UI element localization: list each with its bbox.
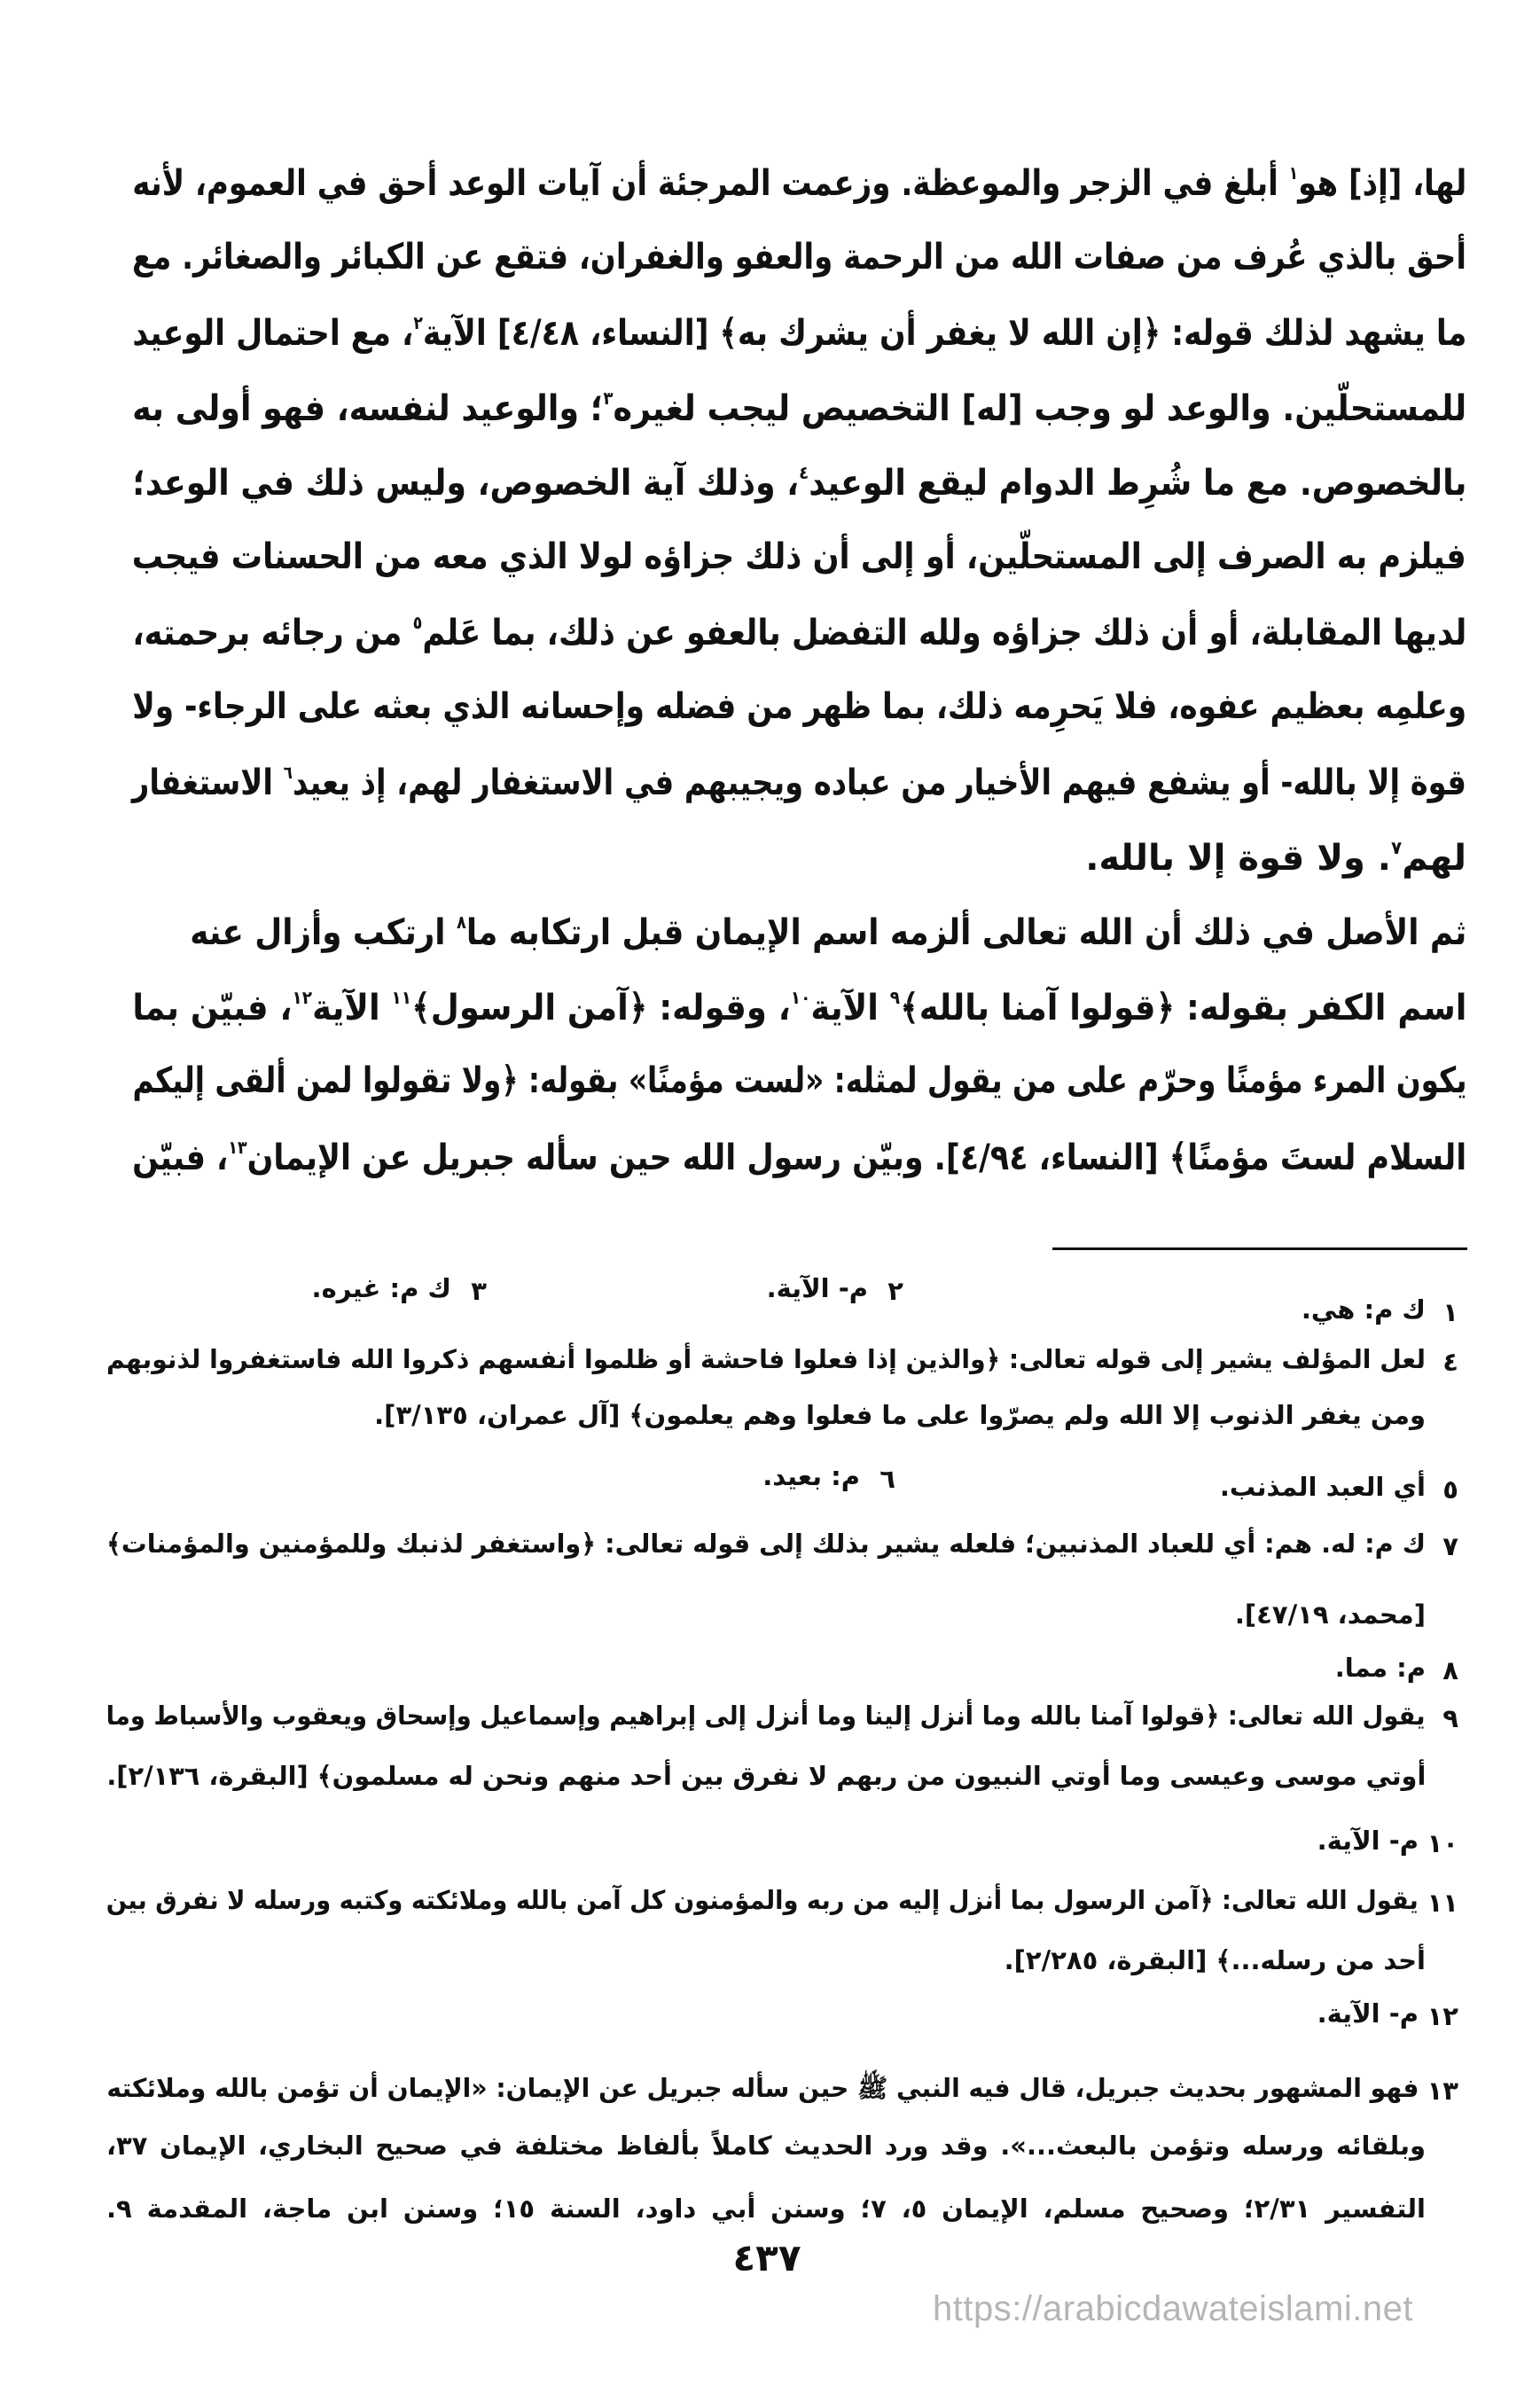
text-segment: . ولا قوة إلا بالله. <box>1085 837 1391 879</box>
text-line <box>132 911 1466 953</box>
footnote-line: فهو المشهور بحديث جبريل، قال فيه النبي ﷺ حين سأله جبريل عن الإيمان: «الإيمان أن تؤمن بالله وملائكته <box>106 2073 1419 2103</box>
text-line <box>132 536 1466 577</box>
text-line <box>132 1138 1466 1176</box>
text-line <box>132 162 1466 204</box>
text-segment: ارتكب وأزال عنه <box>190 912 457 953</box>
text-segment: للمستحلّين. والوعد لو وجب [له] التخصيص ليجب لغيره <box>613 387 1466 429</box>
text-segment: ثم الأصل في ذلك أن الله تعالى ألزمه اسم الإيمان قبل ارتكابه ما <box>465 912 1466 953</box>
text-segment: أحق بالذي عُرف من صفات الله من الرحمة والعفو والغفران، فتقع عن الكبائر والصغائر. مع <box>132 236 1466 278</box>
footnote-line: م- الآية. <box>766 1273 868 1303</box>
text-segment: ؛ والوعيد لنفسه، فهو أولى به <box>132 387 604 429</box>
footnote-number: ٤ <box>1442 1347 1458 1377</box>
footnote-line: ك م: غيره. <box>311 1273 451 1303</box>
footnote-line: أوتي موسى وعيسى وما أوتي النبيون من ربهم لا نفرق بين أحد منهم ونحن له مسلمون﴾ [البقرة، ٢/١٣٦]. <box>106 1761 1427 1791</box>
text-line <box>132 836 1466 879</box>
text-segment: ، مع احتمال الوعيد <box>132 313 413 354</box>
footnote-ref: ١٠ <box>790 986 810 1008</box>
footnote-ref: ٣ <box>603 387 614 409</box>
footnote-line: يقول الله تعالى: ﴿آمن الرسول بما أنزل إليه من ربه والمؤمنون كل آمن بالله وملائكته وكتبه ورسله لا نفرق بين <box>106 1885 1419 1915</box>
footnote-line: م: بعيد. <box>762 1461 860 1491</box>
text-segment: يكون المرء مؤمنًا وحرّم على من يقول لمثله: «لست مؤمنًا» بقوله: ﴿ولا تقولوا لمن ألقى إليكم <box>132 1060 1466 1101</box>
footnote-line: التفسير ٢/٣١؛ وصحيح مسلم، الإيمان ٥، ٧؛ وسنن أبي داود، السنة ١٥؛ وسنن ابن ماجة، المقدمة ٩. <box>106 2193 1426 2224</box>
footnote-line: [محمد، ٤٧/١٩]. <box>1234 1599 1426 1630</box>
footnote-line: ك م: هي. <box>1301 1294 1426 1325</box>
footnote-ref: ٤ <box>798 462 809 483</box>
footnote-ref: ١٣ <box>228 1136 247 1158</box>
footnote-ref: ٢ <box>412 312 423 333</box>
footnote-ref: ١٢ <box>292 986 312 1008</box>
footnote-line: م- الآية. <box>1317 1998 1419 2029</box>
text-segment: بالخصوص. مع ما شُرِط الدوام ليقع الوعيد <box>808 463 1466 504</box>
text-segment: الآية <box>311 987 392 1028</box>
footnote-ref: ٦ <box>283 762 293 783</box>
footnote-line: أحد من رسله...﴾ [البقرة، ٢/٢٨٥]. <box>1004 1945 1426 1975</box>
text-line <box>132 763 1466 801</box>
footnote-line: يقول الله تعالى: ﴿قولوا آمنا بالله وما أنزل إلينا وما أنزل إلى إبراهيم وإسماعيل وإسحاق ويعقوب والأسباط وما <box>106 1701 1426 1731</box>
footnote-number: ١١ <box>1427 1888 1458 1918</box>
footnote-ref: ٥ <box>412 612 422 633</box>
footnote-line: م- الآية. <box>1317 1826 1419 1856</box>
text-segment: وعلمِه بعظيم عفوه، فلا يَحرِمه ذلك، بما ظهر من فضله وإحسانه الذي بعثه على الرجاء- ولا <box>132 685 1466 727</box>
text-line <box>132 614 1466 651</box>
text-segment: ، فبيّن بما <box>132 987 293 1028</box>
footnote-number: ٣ <box>471 1276 487 1306</box>
text-segment: الاستغفار <box>132 762 284 803</box>
footnote-number: ٢ <box>887 1276 903 1306</box>
text-line <box>132 986 1466 1028</box>
text-segment: لديها المقابلة، أو أن ذلك جزاؤه ولله التفضل بالعفو عن ذلك، بما عَلم <box>421 613 1466 653</box>
footnote-line: أي العبد المذنب. <box>1219 1472 1426 1502</box>
footnote-line: م: مما. <box>1334 1653 1426 1683</box>
footnote-ref: ٩ <box>889 986 900 1008</box>
text-line <box>132 685 1466 727</box>
text-segment: ما يشهد لذلك قوله: ﴿إن الله لا يغفر أن يشرك به﴾ [النساء، ٤/٤٨] الآية <box>422 313 1466 354</box>
text-line <box>132 236 1466 278</box>
text-line <box>132 462 1466 504</box>
footnote-number: ٨ <box>1442 1655 1458 1685</box>
footnote-number: ٩ <box>1442 1703 1458 1733</box>
footnote-ref: ٨ <box>456 911 466 933</box>
page-number: ٤٣٧ <box>732 2236 801 2279</box>
watermark: https://arabicdawateislami.net <box>933 2289 1413 2328</box>
footnote-line: لعل المؤلف يشير إلى قوله تعالى: ﴿والذين إذا فعلوا فاحشة أو ظلموا أنفسهم ذكروا الله فاستغفروا لذنوبهم <box>106 1344 1426 1374</box>
footnote-ref: ٧ <box>1390 836 1403 858</box>
footnote-number: ٧ <box>1442 1531 1458 1561</box>
text-line <box>132 312 1466 354</box>
text-segment: من رجائه برحمته، <box>132 613 413 653</box>
text-segment: لهم <box>1402 837 1466 879</box>
footnote-number: ١٣ <box>1427 2076 1458 2106</box>
text-segment: الآية <box>809 987 890 1028</box>
text-line <box>132 1060 1466 1101</box>
footnote-number: ١٠ <box>1427 1828 1458 1858</box>
footnote-number: ١٢ <box>1427 2001 1458 2031</box>
text-segment: أبلغ في الزجر والموعظة. وزعمت المرجئة أن آيات الوعد أحق في العموم، لأنه <box>132 163 1289 204</box>
footnote-number: ٦ <box>879 1464 895 1494</box>
footnote-line: ك م: له. هم: أي للعباد المذنبين؛ فلعله يشير بذلك إلى قوله تعالى: ﴿واستغفر لذنبك وللمؤمنين والمؤمنات﴾ <box>106 1529 1426 1559</box>
text-line <box>132 387 1466 429</box>
footnote-line: وبلقائه ورسله وتؤمن بالبعث...». وقد ورد الحديث كاملاً بألفاظ مختلفة في صحيح البخاري، الإيمان ٣٧، <box>106 2131 1426 2161</box>
footnote-line: ومن يغفر الذنوب إلا الله ولم يصرّوا على ما فعلوا وهم يعلمون﴾ [آل عمران، ٣/١٣٥]. <box>374 1400 1426 1430</box>
text-segment: فيلزم به الصرف إلى المستحلّين، أو إلى أن ذلك جزاؤه لولا الذي معه من الحسنات فيجب <box>132 536 1466 577</box>
footnote-number: ١ <box>1442 1297 1458 1327</box>
text-segment: لها، [إذ] هو <box>1297 163 1466 204</box>
footnote-number: ٥ <box>1442 1474 1458 1505</box>
text-segment: ، وقوله: ﴿آمن الرسول﴾ <box>410 987 791 1028</box>
footnote-ref: ١ <box>1288 162 1298 184</box>
text-segment: اسم الكفر بقوله: ﴿قولوا آمنا بالله﴾ <box>899 987 1466 1028</box>
text-segment: السلام لستَ مؤمنًا﴾ [النساء، ٤/٩٤]. وبيّن رسول الله حين سأله جبريل عن الإيمان <box>246 1137 1466 1178</box>
footnote-ref: ١١ <box>391 986 411 1008</box>
text-segment: قوة إلا بالله- أو يشفع فيهم الأخيار من عباده ويجيبهم في الاستغفار لهم، إذ يعيد <box>293 762 1466 803</box>
text-segment: ، وذلك آية الخصوص، وليس ذلك في الوعد؛ <box>132 463 799 504</box>
text-segment: ، فبيّن <box>132 1137 229 1178</box>
footnote-divider <box>1052 1247 1467 1250</box>
